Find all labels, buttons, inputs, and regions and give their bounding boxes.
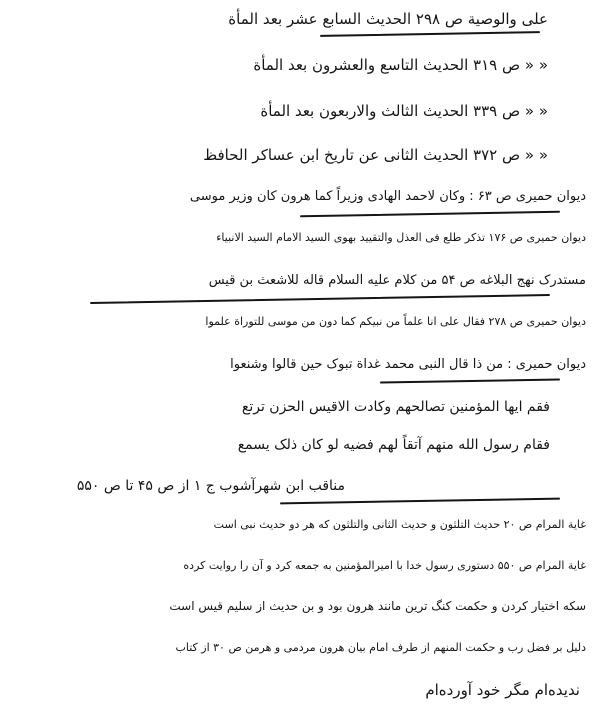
text-line: فقم ایها المؤمنین تصالحهم وکادت الاقیس الحزن ترتع	[241, 399, 550, 415]
underline-stroke	[280, 498, 560, 504]
underline-stroke	[380, 378, 560, 383]
text-line: دیوان حمیری : من ذا قال النبی محمد غداة تبوک حین قالوا وشنعوا	[230, 357, 586, 372]
text-line: دیوان حمیری ص ۲۷۸ فقال علی انا علماً من نبیکم کما دون من موسی للتوراة علموا	[205, 315, 586, 328]
text-line: علی والوصیة ص ۲۹۸ الحدیث السابع عشر بعد المأة	[228, 10, 548, 28]
underline-stroke	[300, 211, 560, 217]
text-line: « « ص ۳۷۲ الحدیث الثانی عن تاریخ ابن عساکر الحافظ	[203, 146, 548, 164]
text-line: مناقب ابن شهرآشوب ج ۱ از ص ۴۵ تا ص ۵۵۰	[76, 478, 345, 494]
text-line: ندیده‌ام مگر خود آورده‌ام	[425, 681, 580, 699]
text-line: « « ص ۳۳۹ الحدیث الثالث والاربعون بعد المأة	[260, 102, 548, 120]
text-line: غایة المرام ص ۵۵۰ دستوری رسول خدا با امیرالمؤمنین به جمعه کرد و آن را روایت کرده	[183, 559, 586, 572]
text-line: دیوان حمیری ص ۶۳ : وکان لاحمد الهادی وزیراً کما هرون کان وزیر موسی	[189, 189, 586, 204]
text-line: دلیل بر فضل رب و حکمت المنهم از طرف امام بیان هرون مردمی و هرمن ص ۳۰ از کتاب	[175, 641, 586, 654]
underline-stroke	[320, 31, 540, 36]
text-line: فقام رسول الله منهم آتقاً لهم فضیه لو کان ذلک یسمع	[237, 437, 550, 453]
text-line: غایة المرام ص ۲۰ حدیث التلثون و حدیث الثانی والتلثون که هر دو حدیث نبی است	[213, 518, 586, 531]
text-line: سکه اختیار کردن و حکمت کنگ ترین مانند هرون بود و بن حدیث از سلیم قیس است	[169, 599, 586, 613]
underline-stroke	[90, 294, 550, 304]
text-line: « « ص ۳۱۹ الحدیث التاسع والعشرون بعد المأة	[253, 56, 548, 74]
text-line: دیوان حمیری ص ۱۷۶ تذکر طلع فی العذل والتقیید بهوی السید الامام السید الانبیاء	[216, 231, 586, 244]
text-line: مستدرک نهج البلاغه ص ۵۴ من کلام علیه السلام قاله للاشعث بن قیس	[208, 273, 586, 288]
